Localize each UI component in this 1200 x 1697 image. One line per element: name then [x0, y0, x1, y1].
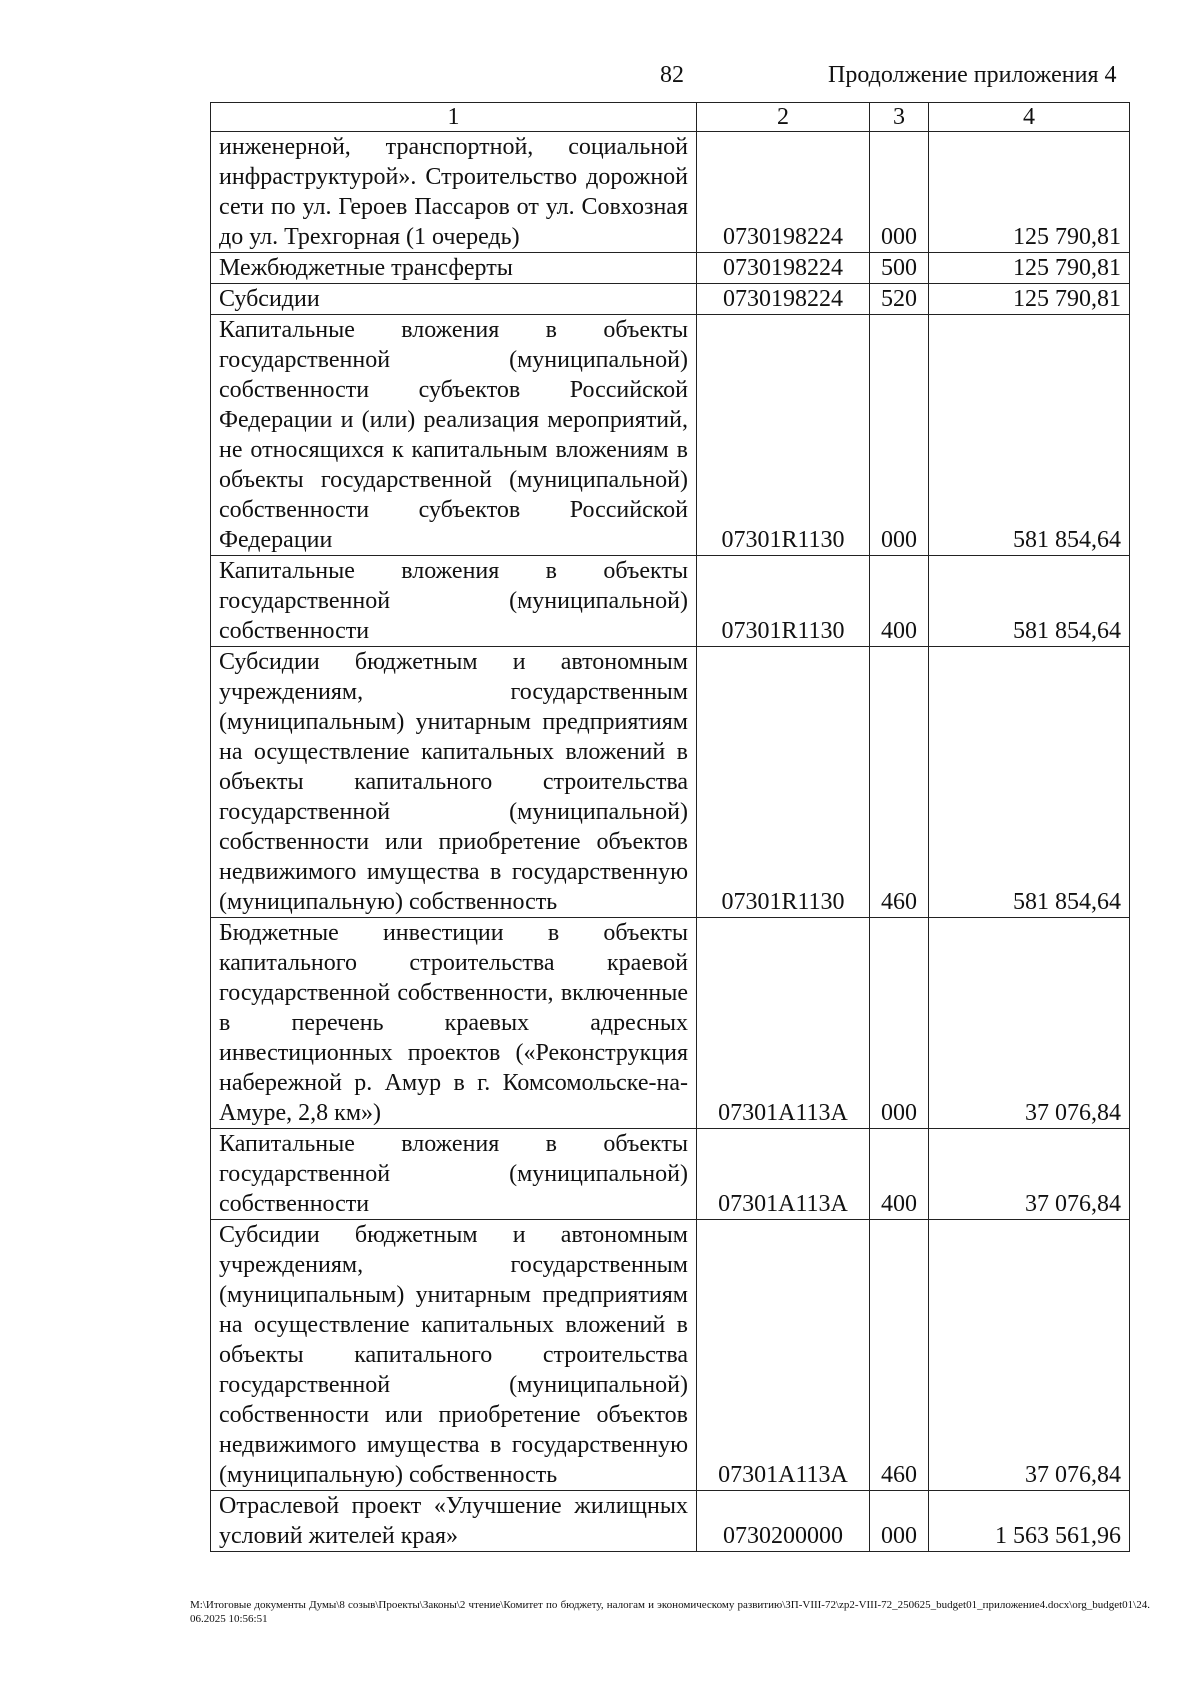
row-expense-type: 460 — [870, 647, 929, 918]
row-code: 07301A113A — [697, 1129, 870, 1220]
row-sum: 37 076,84 — [929, 1220, 1130, 1491]
table-row — [211, 1491, 1130, 1552]
table-row — [211, 1129, 1130, 1220]
row-name: Капитальные вложения в объекты государственной (муниципальной) собственности — [211, 1129, 697, 1220]
row-expense-type: 000 — [870, 1491, 929, 1552]
row-name: Бюджетные инвестиции в объекты капитального строительства краевой государственной собственности, включенные в перечень краевых адресных инвестиционных проектов («Реконструкция набережной р. Амур в г. Комсомольске-на-Амуре, 2,8 км») — [211, 918, 697, 1129]
row-expense-type: 500 — [870, 253, 929, 284]
row-sum: 125 790,81 — [929, 132, 1130, 253]
row-name: Субсидии бюджетным и автономным учреждениям, государственным (муниципальным) унитарным предприятиям на осуществление капитальных вложений в объекты капитального строительства государственной (муниципальной) собственности или приобретение объектов недвижимого имущества в государственную (муниципальную) собственность — [211, 1220, 697, 1491]
row-code: 0730198224 — [697, 284, 870, 315]
column-header: 1 — [211, 103, 697, 132]
row-expense-type: 460 — [870, 1220, 929, 1491]
column-header: 3 — [870, 103, 929, 132]
row-sum: 581 854,64 — [929, 647, 1130, 918]
appendix-title: Продолжение приложения 4 — [828, 62, 1117, 88]
row-sum: 125 790,81 — [929, 253, 1130, 284]
row-code: 07301A113A — [697, 1220, 870, 1491]
table-header-row — [211, 103, 1130, 132]
table-row — [211, 284, 1130, 315]
row-name: Капитальные вложения в объекты государственной (муниципальной) собственности — [211, 556, 697, 647]
budget-table — [210, 102, 1130, 1552]
row-expense-type: 520 — [870, 284, 929, 315]
row-sum: 581 854,64 — [929, 315, 1130, 556]
row-name: Капитальные вложения в объекты государственной (муниципальной) собственности субъектов Российской Федерации и (или) реализация мероприятий, не относящихся к капитальным вложениям в объекты государственной (муниципальной) собственности субъектов Российской Федерации — [211, 315, 697, 556]
table-row — [211, 1220, 1130, 1491]
table-row — [211, 647, 1130, 918]
row-name: Межбюджетные трансферты — [211, 253, 697, 284]
table-row — [211, 132, 1130, 253]
row-name: Отраслевой проект «Улучшение жилищных условий жителей края» — [211, 1491, 697, 1552]
file-path-footer: M:\Итоговые документы Думы\8 созыв\Проекты\Законы\2 чтение\Комитет по бюджету, налогам и экономическому развитию\ЗП-VIII-72\zp2-VIII-72_250625_budget01_приложение4.docx\org_budget01\24.06.2025 10:56:51 — [190, 1599, 1150, 1625]
column-header: 2 — [697, 103, 870, 132]
row-expense-type: 000 — [870, 315, 929, 556]
row-name: инженерной, транспортной, социальной инфраструктурой». Строительство дорожной сети по ул. Героев Пассаров от ул. Совхозная до ул. Трехгорная (1 очередь) — [211, 132, 697, 253]
row-sum: 37 076,84 — [929, 918, 1130, 1129]
row-sum: 581 854,64 — [929, 556, 1130, 647]
table-row — [211, 253, 1130, 284]
row-name: Субсидии бюджетным и автономным учреждениям, государственным (муниципальным) унитарным предприятиям на осуществление капитальных вложений в объекты капитального строительства государственной (муниципальной) собственности или приобретение объектов недвижимого имущества в государственную (муниципальную) собственность — [211, 647, 697, 918]
row-code: 07301R1130 — [697, 315, 870, 556]
row-sum: 37 076,84 — [929, 1129, 1130, 1220]
table-row — [211, 556, 1130, 647]
row-expense-type: 000 — [870, 132, 929, 253]
table-row — [211, 315, 1130, 556]
row-code: 07301R1130 — [697, 556, 870, 647]
row-sum: 125 790,81 — [929, 284, 1130, 315]
column-header: 4 — [929, 103, 1130, 132]
row-expense-type: 400 — [870, 1129, 929, 1220]
page-number: 82 — [660, 62, 684, 88]
table-row — [211, 918, 1130, 1129]
row-expense-type: 000 — [870, 918, 929, 1129]
row-code: 0730198224 — [697, 253, 870, 284]
row-code: 0730200000 — [697, 1491, 870, 1552]
row-expense-type: 400 — [870, 556, 929, 647]
row-sum: 1 563 561,96 — [929, 1491, 1130, 1552]
row-code: 07301R1130 — [697, 647, 870, 918]
row-code: 07301A113A — [697, 918, 870, 1129]
row-name: Субсидии — [211, 284, 697, 315]
row-code: 0730198224 — [697, 132, 870, 253]
